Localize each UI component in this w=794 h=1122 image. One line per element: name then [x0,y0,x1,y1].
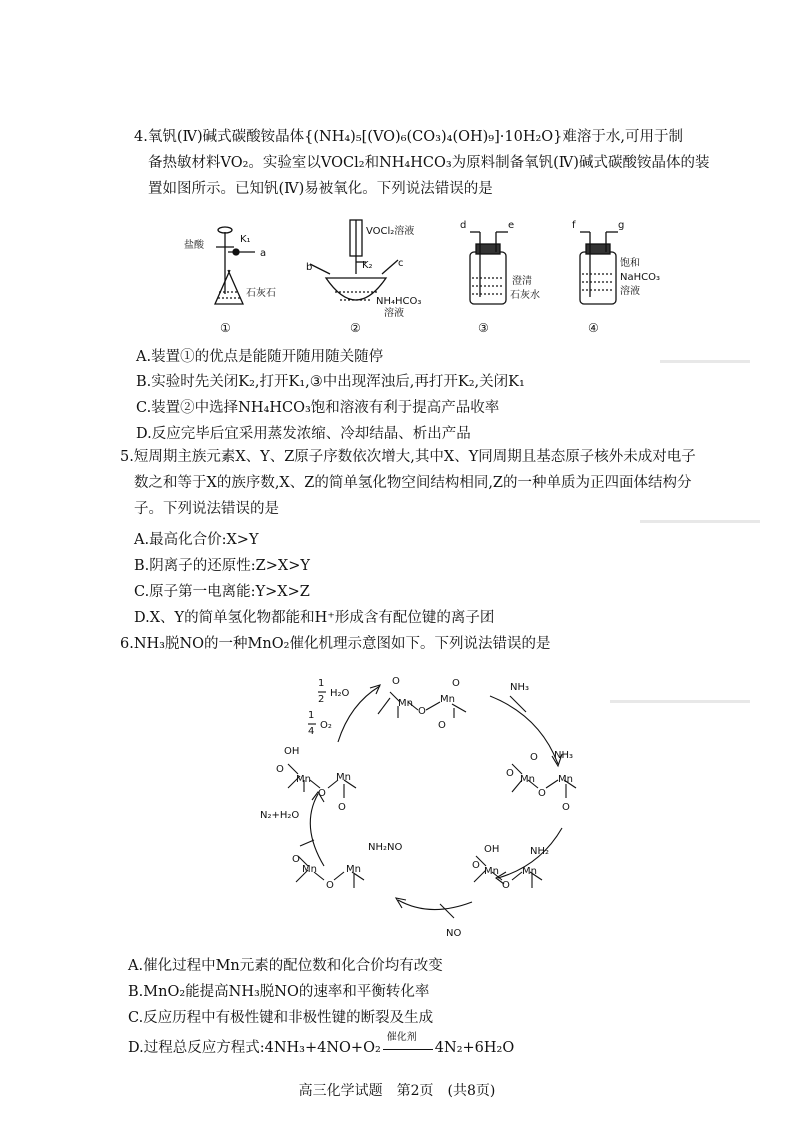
fraction-o2-den: 4 [308,726,315,737]
atom-o: O [292,854,300,865]
fraction-o2-num: 1 [308,710,315,721]
q6-option-d [128,1032,515,1058]
label-hcl: 盐酸 [184,240,204,251]
label-app3: ③ [478,321,489,335]
scan-speck [610,700,750,703]
label-g: g [618,220,625,231]
atom-o: O [318,788,326,799]
atom-o: O [506,768,514,779]
label-f: f [572,220,576,231]
q5-stem-line2: 数之和等于X的族序数,X、Z的简单氢化物空间结构相同,Z的一种单质为正四面体结构分 [134,475,692,491]
equilibrium-arrow [383,1049,433,1050]
atom-o: O [452,678,460,689]
label-app4: ④ [588,321,599,335]
label-app2: ② [350,321,361,335]
q4-stem-line3: 置如图所示。已知钒(Ⅳ)易被氧化。下列说法错误的是 [148,181,493,197]
q4-option-a: A.装置①的优点是能随开随用随关随停 [136,349,384,365]
species-h2o: H₂O [330,688,350,699]
label-k2: K₂ [362,260,373,271]
q6-option-a: A.催化过程中Mn元素的配位数和化合价均有改变 [128,958,443,974]
label-b: b [306,262,313,273]
label-solution4: 溶液 [620,286,640,297]
label-d: d [460,220,467,231]
atom-mn: Mn [522,866,537,877]
q4-stem-line2: 备热敏材料VO₂。实验室以VOCl₂和NH₄HCO₃为原料制备氧钒(Ⅳ)碱式碳酸铵晶体的装 [148,155,710,171]
page-footer: 高三化学试题 第2页 (共8页) [298,1083,496,1099]
label-e: e [508,220,515,231]
label-c: c [398,258,404,269]
atom-o: O [438,720,446,731]
group-oh: OH [484,844,500,855]
q6-option-b: B.MnO₂能提高NH₃脱NO的速率和平衡转化率 [128,984,430,1000]
atom-o: O [392,676,400,687]
q4-option-c: C.装置②中选择NH₄HCO₃饱和溶液有利于提高产品收率 [136,400,500,416]
label-a: a [260,248,267,259]
q4-option-d: D.反应完毕后宜采用蒸发浓缩、冷却结晶、析出产品 [136,426,471,442]
scan-speck [640,520,760,523]
species-nh3: NH₃ [510,682,530,693]
atom-mn: Mn [336,772,351,783]
label-limewater: 石灰水 [510,290,540,301]
scan-speck [660,360,750,363]
group-oh: OH [284,746,300,757]
fraction-h2o-num: 1 [318,678,325,689]
species-nh3-bound: NH₃ [554,750,574,761]
label-nh4hco3: NH₄HCO₃ [376,296,422,307]
atom-o: O [530,752,538,763]
q6-option-c: C.反应历程中有极性键和非极性键的断裂及生成 [128,1010,434,1026]
q6-option-d-right: 4N₂+6H₂O [434,1040,515,1056]
q4-apparatus-figure [170,212,670,342]
atom-o: O [326,880,334,891]
atom-mn: Mn [346,864,361,875]
atom-mn: Mn [296,774,311,785]
catalyst-arrow [381,1032,435,1058]
q5-option-b: B.阴离子的还原性:Z>X>Y [134,558,310,574]
species-n2-h2o: N₂+H₂O [260,810,300,821]
label-vocl2: VOCl₂溶液 [366,226,415,237]
catalyst-label: 催化剂 [386,1032,417,1043]
atom-mn: Mn [302,864,317,875]
q5-stem-line1: 5.短周期主族元素X、Y、Z原子序数依次增大,其中X、Y同周期且基态原子核外未成对电子 [120,449,696,465]
atom-o: O [276,764,284,775]
label-solution2: 溶液 [384,308,404,319]
label-nahco3: NaHCO₃ [620,272,660,283]
atom-o: O [418,706,426,717]
atom-o: O [538,788,546,799]
atom-mn: Mn [398,698,413,709]
atom-mn: Mn [520,774,535,785]
q5-option-c: C.原子第一电离能:Y>X>Z [134,584,310,600]
q6-option-d-left: D.过程总反应方程式:4NH₃+4NO+O₂ [128,1040,381,1056]
atom-o: O [338,802,346,813]
atom-mn: Mn [440,694,455,705]
label-clear: 澄清 [512,276,532,287]
label-saturated: 饱和 [620,258,640,269]
species-nh2: NH₂ [530,846,550,857]
fraction-h2o-den: 2 [318,694,325,705]
label-k1: K₁ [240,234,251,245]
q5-option-a: A.最高化合价:X>Y [134,532,259,548]
q6-stem: 6.NH₃脱NO的一种MnO₂催化机理示意图如下。下列说法错误的是 [120,636,551,652]
label-app1: ① [220,321,231,335]
q5-option-d: D.X、Y的简单氢化物都能和H⁺形成含有配位键的离子团 [134,610,495,626]
atom-mn: Mn [484,866,499,877]
label-limestone: 石灰石 [246,288,276,299]
species-nh2no: NH₂NO [368,842,403,853]
atom-mn: Mn [558,774,573,785]
atom-o: O [472,860,480,871]
q4-stem-line1: 4.氧钒(Ⅳ)碱式碳酸铵晶体{(NH₄)₅[(VO)₆(CO₃)₄(OH)₉]·10H₂O}难溶于水,可用于制 [134,129,683,145]
q6-catalytic-cycle [240,656,620,948]
species-no: NO [446,928,462,939]
atom-o: O [502,880,510,891]
q5-stem-line3: 子。下列说法错误的是 [134,501,279,517]
species-o2: O₂ [320,720,332,731]
atom-o: O [562,802,570,813]
q4-option-b: B.实验时先关闭K₂,打开K₁,③中出现浑浊后,再打开K₂,关闭K₁ [136,374,525,390]
